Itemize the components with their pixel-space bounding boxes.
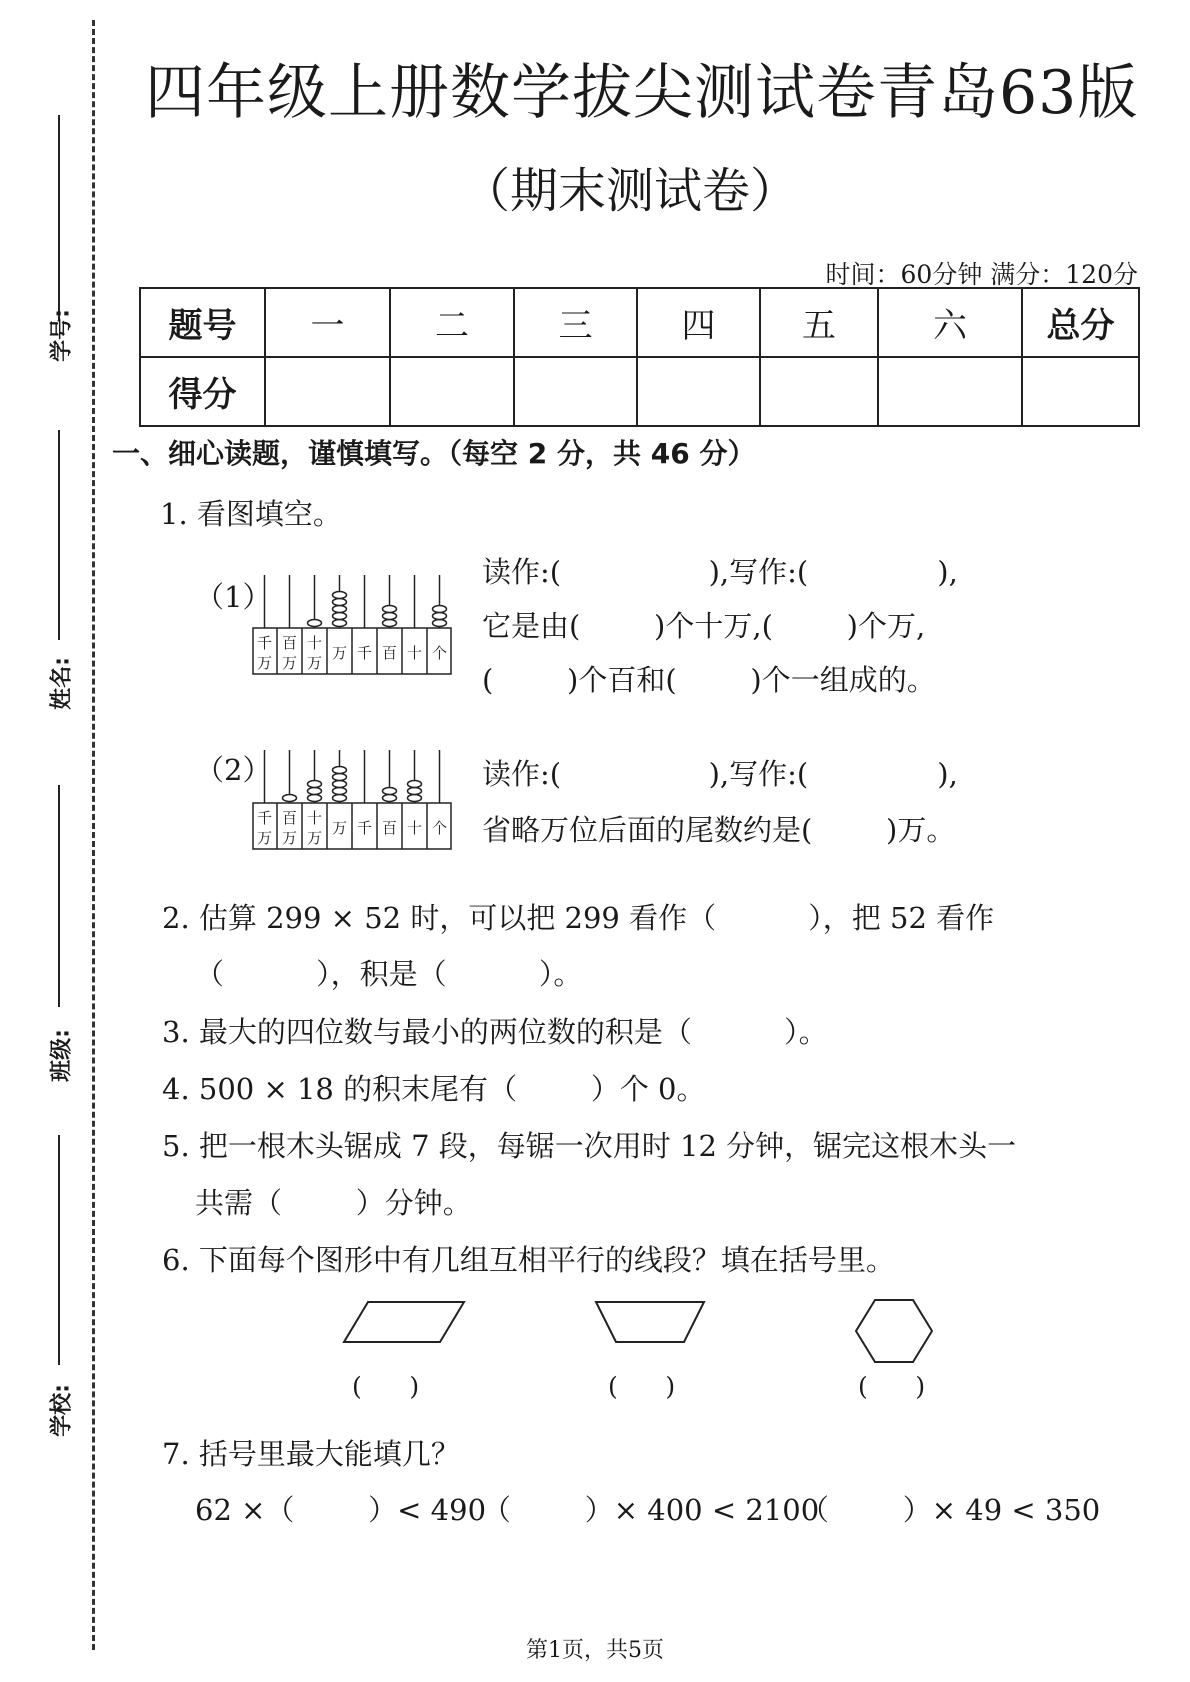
score-row-label: 得分: [140, 357, 265, 426]
abacus-bead: [308, 788, 322, 795]
abacus-bead: [383, 620, 397, 627]
q1-part2-label: （2）: [195, 753, 272, 787]
q1-part1-line1: 读作:( ),写作:( ),: [482, 555, 958, 589]
abacus-bead: [333, 613, 347, 620]
score-table-cell: 题号: [140, 288, 265, 357]
abacus-bead: [308, 620, 322, 627]
abacus-label-wan: 万: [331, 644, 348, 662]
abacus-label-shi: 十: [406, 644, 423, 662]
abacus-bead: [333, 606, 347, 613]
hexagon-figure: [854, 1296, 936, 1366]
school-rule: [58, 1135, 60, 1365]
trapezoid-figure: [592, 1298, 708, 1346]
abacus-label-shiwan-2: 万: [306, 654, 323, 672]
score-table-cell: 二: [390, 288, 514, 357]
abacus-bead: [408, 795, 422, 802]
abacus-bead: [333, 592, 347, 599]
score-table-score-row: [140, 357, 1139, 426]
abacus-label-qianwan: 千: [256, 634, 273, 652]
score-table-header-row: [140, 288, 1139, 357]
q6-blank-2[interactable]: ( ): [608, 1372, 676, 1401]
abacus2-label-shiwan-2: 万: [306, 829, 323, 847]
question-7: 7. 括号里最大能填几？: [162, 1437, 460, 1471]
name-label: 姓名:: [49, 657, 75, 710]
abacus-label-bai: 百: [381, 644, 398, 662]
score-entry-cell[interactable]: [265, 357, 390, 426]
abacus-label-qianwan-2: 万: [256, 654, 273, 672]
score-entry-cell[interactable]: [878, 357, 1022, 426]
question-5-line1: 5. 把一根木头锯成 7 段，每锯一次用时 12 分钟，锯完这根木头一: [162, 1129, 1017, 1163]
score-table-cell: 五: [760, 288, 878, 357]
score-entry-cell[interactable]: [514, 357, 637, 426]
q1-part1-line2: 它是由( )个十万,( )个万,: [482, 609, 926, 643]
q6-blank-1[interactable]: ( ): [352, 1372, 420, 1401]
score-table-cell: 一: [265, 288, 390, 357]
abacus-label-qian: 千: [356, 644, 373, 662]
class-label: 班级:: [49, 1029, 75, 1082]
abacus2-label-wan: 万: [331, 819, 348, 837]
page-title: 四年级上册数学拔尖测试卷青岛63版: [145, 58, 1139, 128]
student-id-label: 学号:: [49, 309, 75, 362]
abacus-bead: [408, 788, 422, 795]
abacus-bead: [433, 606, 447, 613]
q7-item-1: 62 ×（ ）< 490: [195, 1493, 487, 1527]
abacus2-label-shi: 十: [406, 819, 423, 837]
abacus-bead: [333, 795, 347, 802]
exam-time-score: 时间：60分钟 满分：120分: [825, 260, 1138, 289]
q7-item-3: （ ）× 49 < 350: [800, 1493, 1101, 1527]
abacus-bead: [383, 606, 397, 613]
score-table-cell: 四: [637, 288, 760, 357]
q1-part1-line3: ( )个百和( )个一组成的。: [482, 663, 936, 697]
abacus-bead: [383, 613, 397, 620]
student-id-rule: [58, 115, 60, 320]
question-4: 4. 500 × 18 的积末尾有（ ）个 0。: [162, 1072, 706, 1106]
score-table: [139, 287, 1140, 427]
question-1-title: 1. 看图填空。: [160, 497, 342, 531]
question-5-line2: 共需（ ）分钟。: [195, 1186, 472, 1220]
abacus-bead: [333, 599, 347, 606]
score-entry-cell[interactable]: [1022, 357, 1139, 426]
abacus-bead: [433, 613, 447, 620]
parallelogram-figure: [340, 1298, 470, 1346]
abacus-bead: [333, 781, 347, 788]
question-3: 3. 最大的四位数与最小的两位数的积是（ ）。: [162, 1015, 828, 1049]
abacus-bead: [333, 774, 347, 781]
score-entry-cell[interactable]: [637, 357, 760, 426]
q1-part2-line1: 读作:( ),写作:( ),: [482, 757, 958, 791]
binding-dashed-line: [92, 20, 95, 1650]
school-label: 学校:: [49, 1384, 75, 1437]
abacus-bead: [383, 788, 397, 795]
abacus-1: [252, 572, 452, 678]
q1-part2-line2: 省略万位后面的尾数约是( )万。: [482, 813, 956, 847]
abacus-bead: [433, 620, 447, 627]
abacus2-label-baiwan-2: 万: [281, 829, 298, 847]
page-footer: 第1页，共5页: [526, 1638, 664, 1663]
abacus-label-shiwan: 十: [306, 634, 323, 652]
abacus-label-baiwan-2: 万: [281, 654, 298, 672]
class-rule: [58, 785, 60, 1007]
abacus-bead: [383, 795, 397, 802]
q6-blank-3[interactable]: ( ): [858, 1372, 926, 1401]
score-table-cell: 三: [514, 288, 637, 357]
question-2-line1: 2. 估算 299 × 52 时，可以把 299 看作（ ），把 52 看作: [162, 901, 995, 935]
q1-part1-label: （1）: [195, 580, 272, 614]
abacus2-label-baiwan: 百: [281, 809, 298, 827]
abacus-bead: [283, 795, 297, 802]
abacus-label-baiwan: 百: [281, 634, 298, 652]
score-table-cell: 六: [878, 288, 1022, 357]
abacus-bead: [333, 767, 347, 774]
score-entry-cell[interactable]: [760, 357, 878, 426]
score-table-cell: 总分: [1022, 288, 1139, 357]
question-2-line2: （ ），积是（ ）。: [195, 957, 583, 991]
abacus2-label-shiwan: 十: [306, 809, 323, 827]
abacus2-label-qian: 千: [356, 819, 373, 837]
abacus2-label-qianwan: 千: [256, 809, 273, 827]
score-entry-cell[interactable]: [390, 357, 514, 426]
page-subtitle: （期末测试卷）: [462, 163, 799, 219]
question-6: 6. 下面每个图形中有几组互相平行的线段？填在括号里。: [162, 1243, 895, 1277]
abacus2-label-qianwan-2: 万: [256, 829, 273, 847]
abacus-bead: [308, 795, 322, 802]
section-1-heading: 一、细心读题，谨慎填写。（每空 2 分，共 46 分）: [112, 437, 756, 470]
abacus2-label-ge: 个: [431, 819, 448, 837]
abacus-label-ge: 个: [431, 644, 448, 662]
abacus-bead: [308, 781, 322, 788]
name-rule: [58, 430, 60, 640]
q7-item-2: （ ）× 400 < 2100: [482, 1493, 820, 1527]
abacus-bead: [333, 788, 347, 795]
abacus2-label-bai: 百: [381, 819, 398, 837]
abacus-bead: [408, 781, 422, 788]
abacus-bead: [333, 620, 347, 627]
abacus-2: [252, 747, 452, 853]
